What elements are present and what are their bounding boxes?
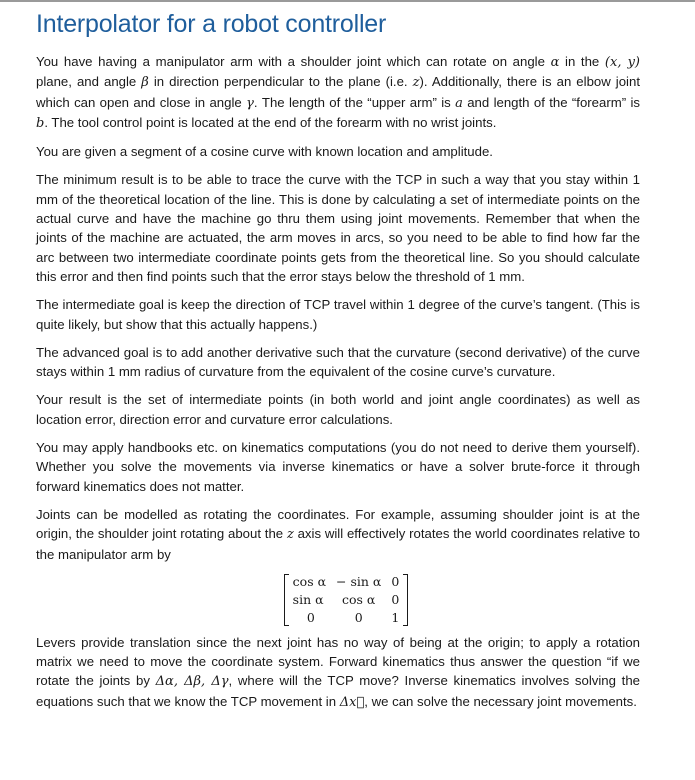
paragraph-arm-description: You have having a manipulator arm with a shoulder joint which can rotate on angle α in the (x, y) plane, and angle β in direction perpendicular to the plane (i.e. z). Additionally, there is an elbow joint which can open and close in angle γ. The length of the “upper arm” is a and length of the “forearm” is b. The tool control point is located at the end of the forearm with no wrist joints. [36, 54, 640, 131]
paragraph-intermediate-goal: The intermediate goal is keep the direction of TCP travel within 1 degree of the curve’s tangent. (This is quite likely, but show that this actually happens.) [36, 297, 640, 332]
top-border-line [0, 0, 695, 2]
paragraph-kinematics: Levers provide translation since the next joint has no way of being at the origin; to apply a rotation matrix we need to move the coordinate system. Forward kinematics thus answer the question “if we rotate the joints by Δα, Δβ, Δγ, where will the TCP move? Inverse kinematics involves solving the equations such that we know the TCP movement in Δx⃗, we can solve the necessary joint movements. [36, 634, 640, 710]
matrix-cell: 0 [306, 609, 315, 625]
math-xy-plane: (x, y) [604, 55, 640, 70]
math-alpha: α [550, 55, 560, 70]
math-a: a [455, 95, 463, 111]
matrix-cell: sin α [292, 591, 324, 607]
matrix-cell: 0 [354, 609, 363, 625]
math-delta-angles: Δα, Δβ, Δγ [155, 674, 229, 690]
page-title: Interpolator for a robot controller [36, 10, 387, 38]
matrix-row [291, 573, 402, 591]
matrix-cell: cos α [342, 591, 376, 607]
math-delta-x-vector: Δx⃗ [339, 694, 365, 710]
math-z-axis: z [286, 527, 294, 543]
matrix-cell: 1 [391, 609, 400, 625]
matrix-cell: cos α [292, 573, 327, 589]
matrix-row [291, 591, 402, 609]
math-b: b [36, 115, 45, 131]
math-beta: β [141, 75, 149, 91]
document-page [36, 8, 640, 721]
rotation-matrix [284, 573, 409, 627]
matrix-cell: 0 [391, 573, 400, 589]
rotation-matrix-block [36, 573, 640, 627]
matrix-row [291, 609, 402, 627]
paragraph-advanced-goal: The advanced goal is to add another derivative such that the curvature (second derivative) of the curve stays within 1 mm radius of curvature from the equivalent of the cosine curve’s curvature. [36, 344, 640, 380]
paragraph-result: Your result is the set of intermediate points (in both world and joint angle coordinates) as well as location error, direction error and curvature error calculations. [36, 392, 640, 427]
paragraph-cosine-segment: You are given a segment of a cosine curve with known location and amplitude. [36, 144, 493, 160]
matrix-cell: 0 [391, 591, 400, 607]
paragraph-handbooks: You may apply handbooks etc. on kinematics computations (you do not need to derive them yourself). Whether you solve the movements via inverse kinematics or have a solver brute-force it through forward kinematics does not matter. [36, 440, 640, 494]
math-z: z [412, 75, 420, 91]
paragraph-minimum-result: The minimum result is to be able to trace the curve with the TCP in such a way that you stay within 1 mm of the theoretical location of the line. This is done by calculating a set of intermediate points on the actual curve and have the machine go thru them using joint movements. Remember that when the joints of the machine are actuated, the arm moves in arcs, so you need to be able to find how far the arc between two intermediate coordinate points gets from the theoretical line. So you should calculate this error and then find points such that the error stays below the threshold of 1 mm. [36, 172, 640, 284]
math-gamma: γ [246, 95, 254, 111]
matrix-cell: − sin α [336, 573, 382, 589]
paragraph-joints-rotation: Joints can be modelled as rotating the coordinates. For example, assuming shoulder joint is at the origin, the shoulder joint rotating about the z axis will effectively rotates the world coordinates relative to the manipulator arm by [36, 506, 640, 562]
